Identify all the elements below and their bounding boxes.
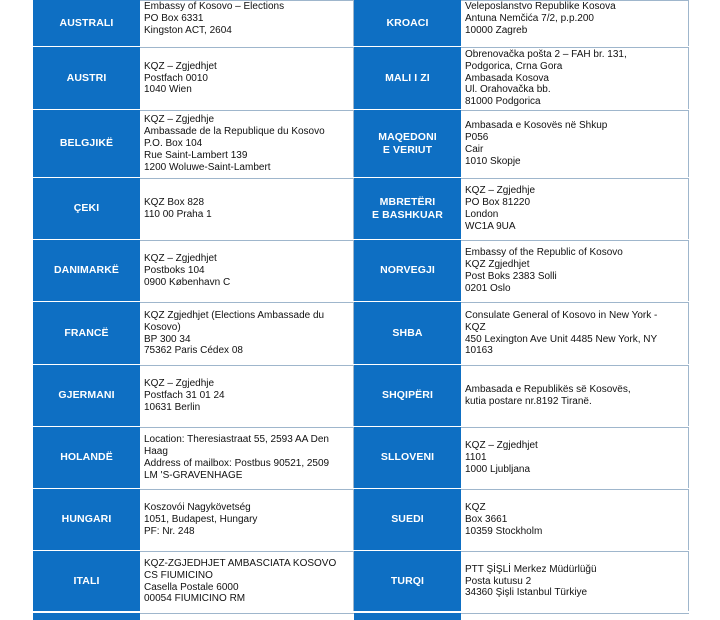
address-cell	[461, 489, 689, 550]
table-row	[33, 110, 689, 178]
country-label: ÇEKI	[33, 178, 140, 239]
country-label: MAQEDONI E VERIUT	[354, 110, 461, 177]
address-cell	[140, 0, 354, 46]
country-label: MBRETËRI E BASHKUAR	[354, 178, 461, 239]
address-cell	[140, 551, 354, 611]
country-label: SUEDI	[354, 489, 461, 550]
address-cell-edge	[461, 613, 689, 620]
country-label: DANIMARKË	[33, 240, 140, 301]
address-text: KQZ Box 828 110 00 Praha 1	[144, 197, 212, 220]
country-label: SLLOVENI	[354, 427, 461, 488]
address-text: KQZ – Zgjedhjet Postboks 104 0900 København C	[144, 253, 231, 288]
country-label: HOLANDË	[33, 427, 140, 488]
address-cell	[461, 551, 689, 611]
address-text: KQZ – Zgjedhjet Postfach 0010 1040 Wien	[144, 60, 217, 96]
address-text: Obrenovačka pošta 2 – FAH br. 131, Podgorica, Crna Gora Ambasada Kosova Ul. Orahovačka bb. 81000 Podgorica	[465, 48, 627, 108]
address-cell	[461, 302, 689, 364]
address-table	[33, 0, 689, 612]
address-cell	[140, 427, 354, 488]
country-label-edge	[33, 613, 140, 620]
address-text: Consulate General of Kosovo in New York - KQZ 450 Lexington Ave Unit 4485 New York, NY 10163	[465, 309, 658, 357]
country-label: FRANCË	[33, 302, 140, 364]
table-row	[33, 178, 689, 240]
address-text: KQZ-ZGJEDHJET AMBASCIATA KOSOVO CS FIUMICINO Casella Postale 6000 00054 FIUMICINO RM	[144, 557, 337, 605]
country-label: TURQI	[354, 551, 461, 611]
address-cell	[140, 110, 354, 177]
next-row-edge	[33, 613, 689, 620]
address-text: Veleposlanstvo Republike Kosova Antuna Nemčića 7/2, p.p.200 10000 Zagreb	[465, 1, 616, 36]
country-label: MALI I ZI	[354, 47, 461, 109]
country-label: ITALI	[33, 551, 140, 611]
table-row	[33, 302, 689, 365]
address-text: Ambasada e Republikës së Kosovës, kutia postare nr.8192 Tiranë.	[465, 384, 631, 407]
country-label: SHBA	[354, 302, 461, 364]
country-label: GJERMANI	[33, 365, 140, 426]
country-label: NORVEGJI	[354, 240, 461, 301]
table-row	[33, 427, 689, 489]
address-cell	[140, 489, 354, 550]
address-text: Embassy of Kosovo – Elections PO Box 6331 Kingston ACT, 2604	[144, 1, 285, 36]
address-cell	[140, 302, 354, 364]
table-row	[33, 489, 689, 551]
address-cell	[461, 47, 689, 109]
address-text: Koszovói Nagykövetség 1051, Budapest, Hungary PF: Nr. 248	[144, 502, 258, 537]
address-cell	[461, 240, 689, 301]
address-cell	[461, 110, 689, 177]
address-text: KQZ – Zgjedhjet 1101 1000 Ljubljana	[465, 440, 538, 475]
address-text: Embassy of the Republic of Kosovo KQZ Zgjedhjet Post Boks 2383 Solli 0201 Oslo	[465, 247, 623, 294]
address-text: KQZ Box 3661 10359 Stockholm	[465, 502, 543, 537]
address-text: KQZ – Zgjedhje Ambassade de la Republique du Kosovo P.O. Box 104 Rue Saint-Lambert 139 1200 Woluwe-Saint-Lambert	[144, 114, 325, 173]
address-cell-edge	[140, 613, 354, 620]
table-row	[33, 0, 689, 47]
address-cell	[140, 365, 354, 426]
address-cell	[461, 0, 689, 46]
address-text: Ambasada e Kosovës në Shkup P056 Cair 1010 Skopje	[465, 120, 608, 167]
country-label-edge	[354, 613, 461, 620]
table-row	[33, 47, 689, 110]
address-text: KQZ Zgjedhjet (Elections Ambassade du Kosovo) BP 300 34 75362 Paris Cédex 08	[144, 309, 325, 357]
country-label: AUSTRI	[33, 47, 140, 109]
country-label: AUSTRALI	[33, 0, 140, 46]
country-label: BELGJIKË	[33, 110, 140, 177]
address-cell	[461, 178, 689, 239]
address-cell	[461, 365, 689, 426]
address-text: Location: Theresiastraat 55, 2593 AA Den Haag Address of mailbox: Postbus 90521, 2509 LM 'S-GRAVENHAGE	[144, 434, 330, 481]
address-cell	[140, 47, 354, 109]
address-text: KQZ – Zgjedhje PO Box 81220 London WC1A 9UA	[465, 185, 536, 232]
address-text: PTT ŞİŞLİ Merkez Müdürlüğü Posta kutusu 2 34360 Şişli Istanbul Türkiye	[465, 563, 597, 599]
address-cell	[140, 178, 354, 239]
country-label: HUNGARI	[33, 489, 140, 550]
table-row	[33, 551, 689, 612]
country-label: KROACI	[354, 0, 461, 46]
address-text: KQZ – Zgjedhje Postfach 31 01 24 10631 Berlin	[144, 378, 225, 413]
country-label: SHQIPËRI	[354, 365, 461, 426]
table-row	[33, 240, 689, 302]
table-row	[33, 365, 689, 427]
address-cell	[461, 427, 689, 488]
address-cell	[140, 240, 354, 301]
